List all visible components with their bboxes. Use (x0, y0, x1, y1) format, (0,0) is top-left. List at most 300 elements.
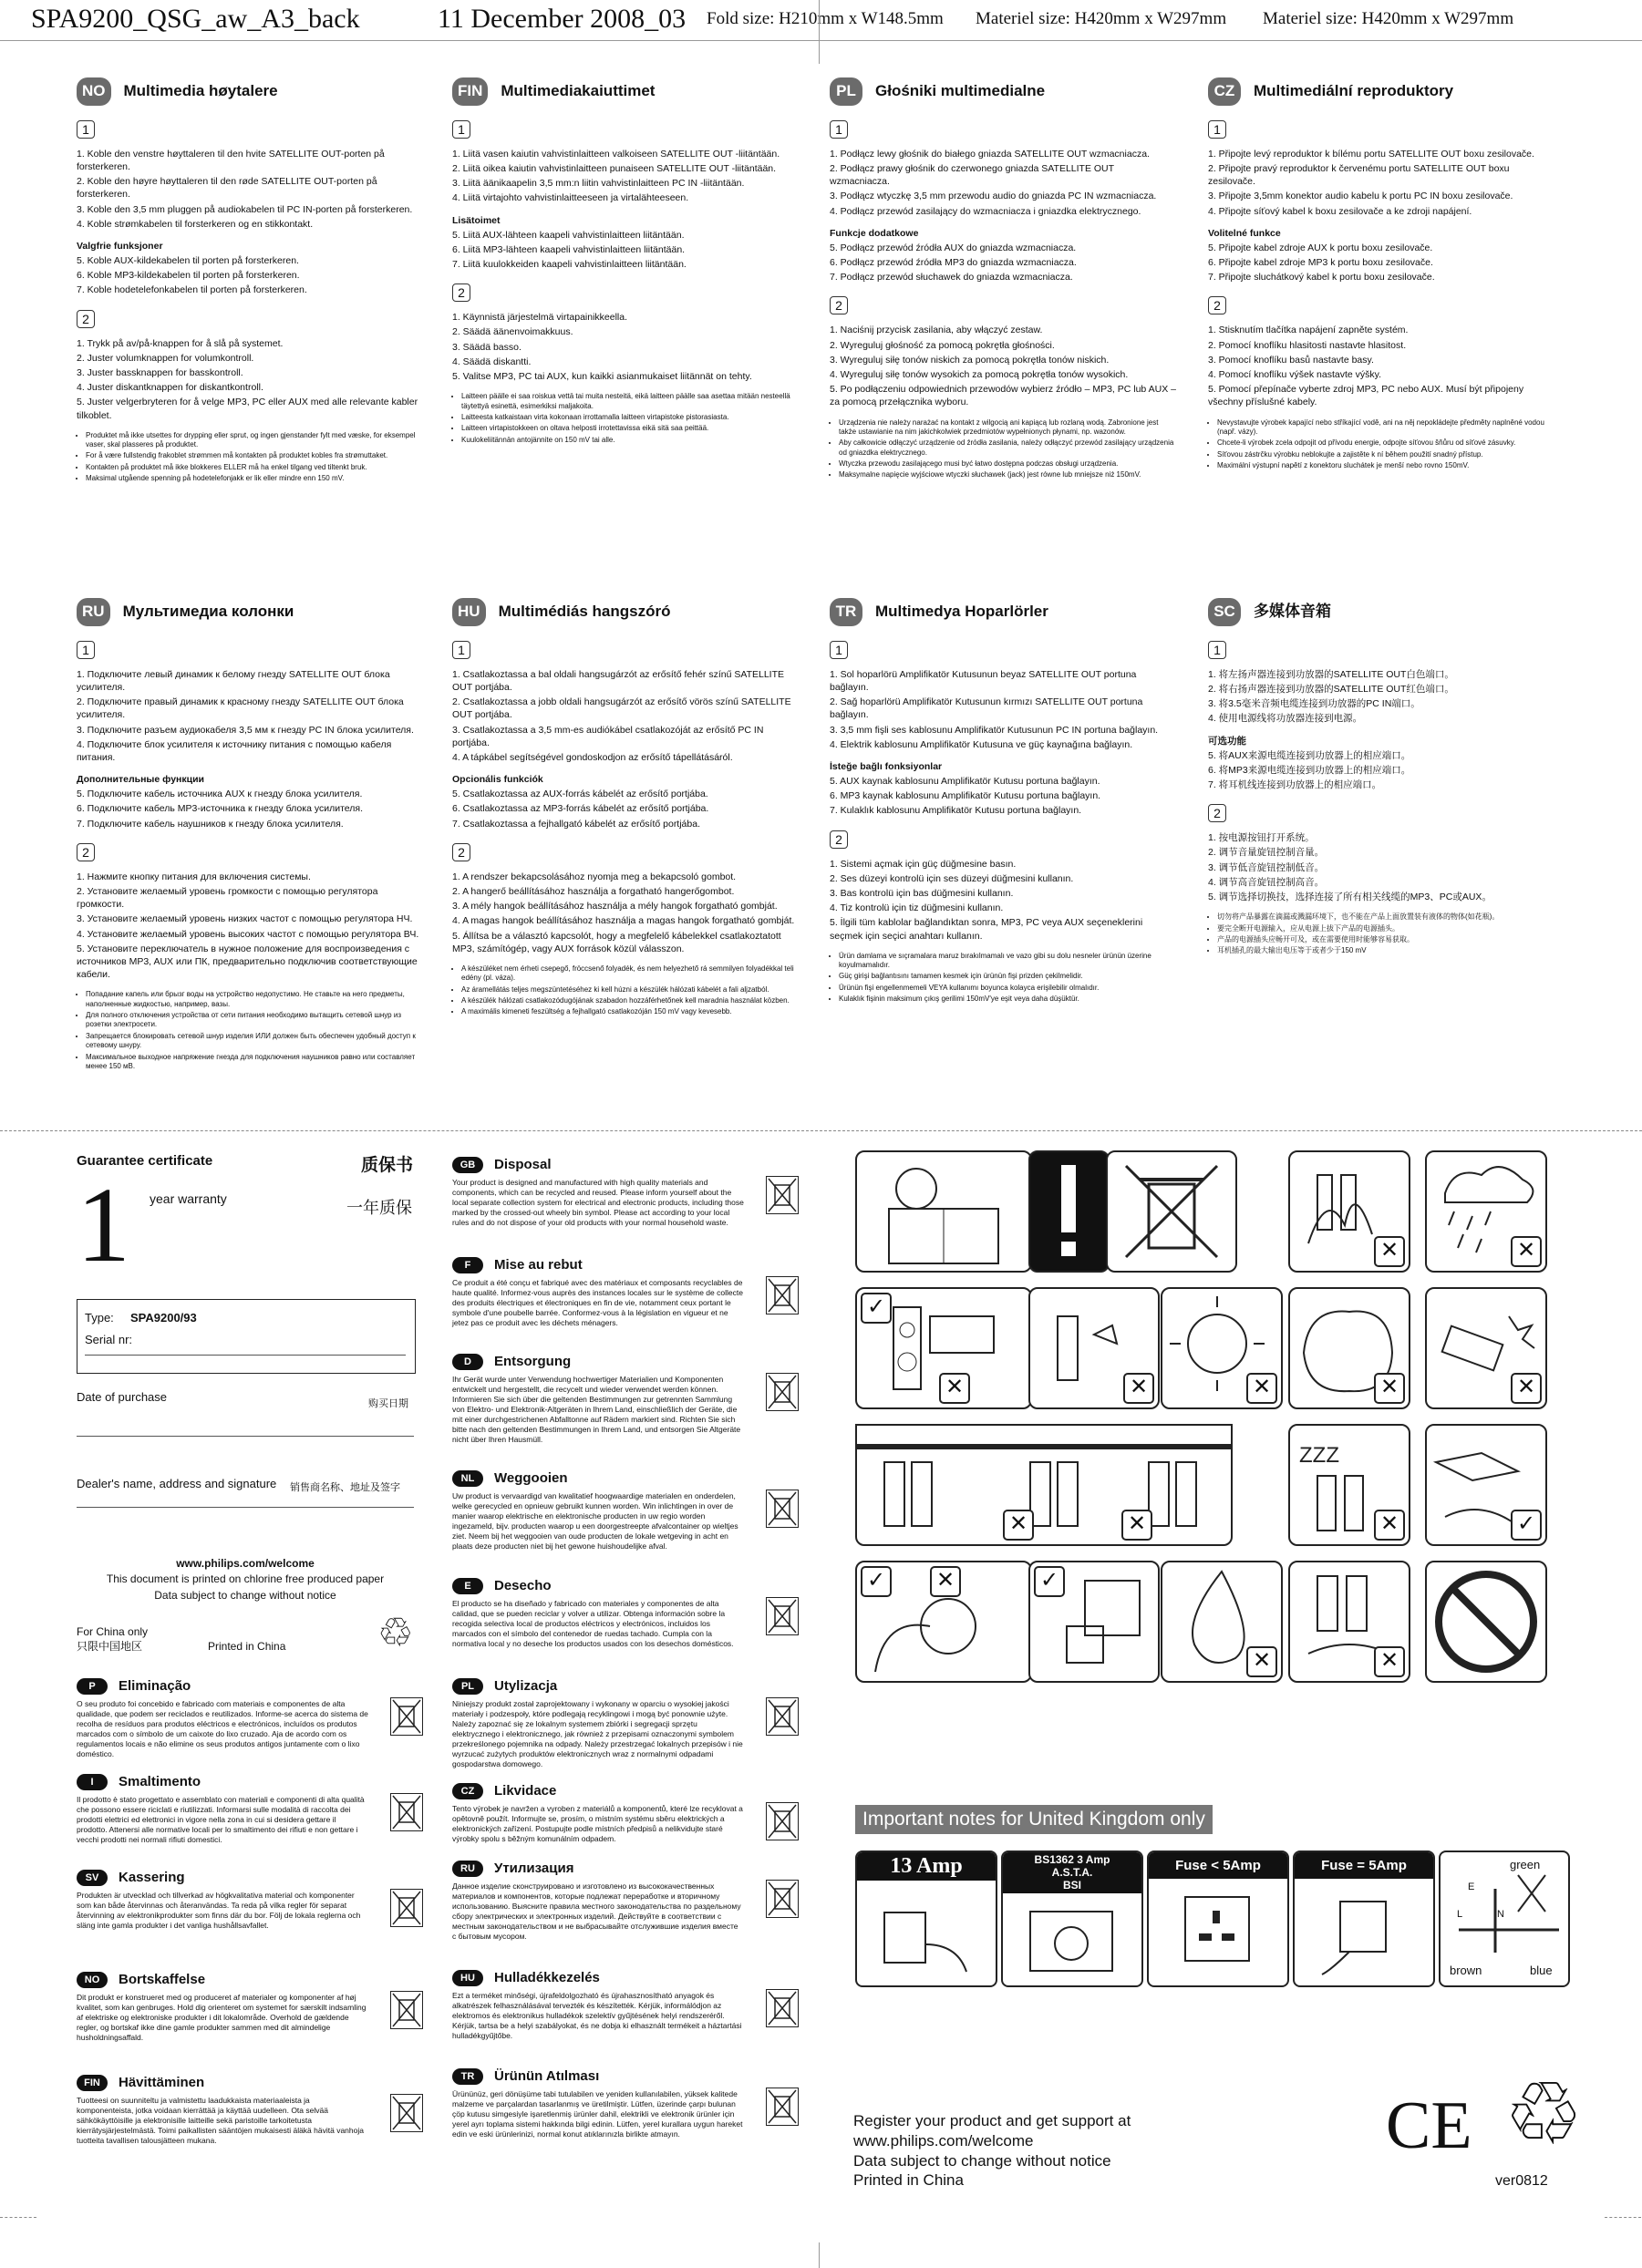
connect-steps (77, 668, 423, 764)
disposal-badge: NO (77, 1972, 108, 1988)
disposal-title: Mise au rebut (494, 1257, 583, 1273)
step-item: 2. Koble den høyre høyttaleren til den røde SATELLITE OUT-porten på forsterkeren. (77, 176, 377, 201)
step-item: 3. Установите желаемый уровень низких частот с помощью регулятора НЧ. (77, 913, 413, 925)
operation-steps (1208, 831, 1554, 903)
crossed-bin-icon (390, 2094, 423, 2132)
disposal-block-cz (452, 1782, 799, 1844)
safety-pictograms (855, 1150, 1603, 1716)
note-item: • A maximális kimeneti feszültség a fejhallgató csatlakozóján 150 mV vagy kevesebb. (461, 1007, 799, 1016)
disposal-header (77, 2074, 423, 2092)
section-no (77, 77, 423, 486)
optional-heading: Дополнительные функции (77, 774, 205, 786)
step-item: 3. Pomocí knoflíku basů nastavte basy. (1208, 354, 1374, 366)
optional-heading: 可选功能 (1208, 735, 1246, 747)
cross-mark: ✕ (1374, 1646, 1405, 1677)
uk-fuse-eq5 (1293, 1850, 1435, 1987)
note-item: • Az áramellátás teljes megszüntetéséhez ki kell húzni a készülék hálózati kábelét a fali aljzatból. (461, 985, 799, 995)
disposal-title: Smaltimento (119, 1774, 201, 1789)
step-item: 1. Podłącz lewy głośnik do białego gniazda SATELLITE OUT wzmacniacza. (830, 148, 1150, 160)
connect-steps (452, 148, 799, 205)
pic-no-water (1288, 1561, 1410, 1683)
section-header (452, 77, 799, 106)
wire-green-label: green (1510, 1858, 1541, 1871)
cross-mark: ✕ (1123, 1373, 1154, 1404)
type-value: SPA9200/93 (130, 1311, 197, 1325)
crossed-bin-icon (766, 1802, 799, 1840)
step-item: 5. Podłącz przewód źródła AUX do gniazda wzmacniacza. (830, 242, 1077, 253)
step-item: 1. Stisknutím tlačítka napájení zapněte systém. (1208, 325, 1409, 336)
dealer-label: Dealer's name, address and signature (77, 1477, 277, 1490)
disposal-header (77, 1677, 423, 1696)
pic-clean-cloth (855, 1287, 1032, 1409)
disposal-badge: RU (452, 1861, 483, 1877)
disposal-block-p (77, 1677, 423, 1759)
footer-register (853, 2111, 1131, 2191)
disposal-badge: SV (77, 1870, 108, 1886)
lang-badge: RU (77, 598, 110, 626)
serial-label: Serial nr: (85, 1333, 133, 1346)
step-item: 1. Sistemi açmak için güç düğmesine basın. (830, 858, 1017, 870)
note-item: • Produktet må ikke utsettes for drypping eller sprut, og ingen gjenstander fylt med væske, for eksempel vaser, skal plasseres på produktet. (86, 431, 423, 450)
wire-brown-label: brown (1450, 1964, 1482, 1977)
step-item: 1. Naciśnij przycisk zasilania, aby włączyć zestaw. (830, 325, 1043, 336)
connect-steps (77, 148, 423, 231)
uk-13amp-label: 13 Amp (857, 1852, 996, 1881)
optional-heading: İsteğe bağlı fonksiyonlar (830, 760, 943, 772)
step-item: 7. Liitä kuulokkeiden kaapeli vahvistinlaitteen liitäntään. (452, 259, 687, 271)
safety-notes (1208, 912, 1554, 956)
step-item: 6. 将MP3来源电缆连接到功放器上的相应端口。 (1208, 764, 1411, 776)
connect-steps (1208, 668, 1554, 726)
note-item: • Laitteesta katkaistaan virta kokonaan irrottamalla laitteen virtapistoke pistorasiasta. (461, 413, 799, 422)
step-item: 3. Připojte 3,5mm konektor audio kabelu k portu PC IN boxu zesilovače. (1208, 191, 1513, 202)
optional-heading: Volitelné funkce (1208, 227, 1281, 239)
disposal-block-gb (452, 1156, 799, 1228)
china-only (77, 1625, 148, 1654)
guarantee-certificate (77, 1153, 423, 1664)
warranty-text: year warranty (150, 1191, 227, 1206)
crossed-bin-icon (766, 1697, 799, 1736)
section-fin (452, 77, 799, 447)
step-1-box: 1 (1208, 120, 1226, 139)
optional-steps (830, 242, 1176, 284)
materiel-size-2: Materiel size: H420mm x W297mm (1263, 9, 1514, 28)
crossed-bin-icon (766, 1373, 799, 1411)
step-1-box: 1 (830, 120, 848, 139)
cross-mark: ✕ (1246, 1646, 1277, 1677)
dealer-line (77, 1507, 414, 1508)
note-item: • Laitteen päälle ei saa roiskua vettä tai muita nesteitä, eikä laitteen päälle saa asettaa mitään nesteellä täytettyä esinettä, esimerkiksi maljakoita. (461, 392, 799, 411)
fold-size: Fold size: H210mm x W148.5mm (707, 9, 944, 28)
guarantee-web: www.philips.com/welcome (176, 1557, 315, 1570)
safety-notes (830, 952, 1176, 1005)
step-item: 5. Установите переключатель в нужное положение для воспроизведения с источников MP3, AUX или ПК, предварительно подключив соответствующие кабели. (77, 943, 418, 981)
cross-mark: ✕ (1374, 1510, 1405, 1541)
step-item: 5. 将AUX来源电缆连接到功放器上的相应端口。 (1208, 749, 1411, 761)
section-title: Multimedia høytalere (123, 82, 278, 99)
operation-steps (77, 337, 423, 422)
uk-bs1362-l3: BSI (1062, 1878, 1081, 1892)
wire-blue-label: blue (1530, 1964, 1553, 1977)
section-title: 多媒体音箱 (1254, 603, 1331, 620)
optional-steps (830, 775, 1176, 818)
step-item: 6. MP3 kaynak kablosunu Amplifikatör Kutusu portuna bağlayın. (830, 790, 1101, 802)
step-item: 3. Подключите разъем аудиокабеля 3,5 мм к гнезду PC IN блока усилителя. (77, 724, 414, 736)
section-tr (830, 598, 1176, 1006)
safety-notes (77, 431, 423, 484)
step-item: 7. Подключите кабель наушников к гнезду блока усилителя. (77, 818, 344, 830)
safety-notes (452, 964, 799, 1017)
disposal-title: Bortskaffelse (119, 1972, 206, 1987)
step-item: 4. Установите желаемый уровень высоких частот с помощью регулятора ВЧ. (77, 928, 419, 940)
disposal-header (452, 1156, 799, 1174)
note-item: • 耳机插孔的最大输出电压等于或者少于150 mV (1217, 946, 1554, 955)
step-item: 4. Pomocí knoflíku výšek nastavte výšky. (1208, 369, 1382, 380)
step-item: 5. İlgili tüm kablolar bağlandıktan sonra, MP3, PC veya AUX seçeneklerini seçmek için seçici anahtarı kullanın. (830, 917, 1143, 942)
step-item: 1. 将左扬声器连接到功放器的SATELLITE OUT白色端口。 (1208, 668, 1454, 680)
wire-l-label: L (1457, 1909, 1463, 1920)
disposal-badge: CZ (452, 1783, 483, 1799)
section-header (830, 77, 1176, 106)
section-pl (830, 77, 1176, 482)
step-item: 2. Подключите правый динамик к красному гнезду SATELLITE OUT блока усилителя. (77, 696, 404, 721)
lang-badge: HU (452, 598, 486, 626)
section-header (452, 598, 799, 626)
note-item: • 产品的电源插头应畅开可及，或在需要使用时能够容易获取。 (1217, 935, 1554, 944)
section-title: Multimediakaiuttimet (501, 82, 656, 99)
disposal-header (452, 2067, 799, 2086)
disposal-block-pl (452, 1677, 799, 1769)
pic-shelf-placement (855, 1424, 1233, 1546)
lang-badge: TR (830, 598, 862, 626)
step-1-box: 1 (452, 120, 470, 139)
warranty-years: 1 (77, 1165, 130, 1284)
step-1-box: 1 (77, 641, 95, 659)
prohibited-icon (1427, 1562, 1545, 1681)
note-item: • A készüléket nem érheti csepegő, fröccsenő folyadék, és nem helyezhető rá semmilyen folyadékkal teli edény (pl. váza). (461, 964, 799, 984)
disposal-text: O seu produto foi concebido e fabricado com materiais e componentes de alta qualidade, que podem ser reciclados e reutilizados. Informe-se acerca do sistema de recolha de resíduos para produtos eléctricos e electrónicos, incluídos os produtos marcados com o símbolo de um caixote do lixo cruzado. Aja de acordo com os regulamentos locais e não elimine os seus produtos antigos juntamente com o lixo doméstico. (77, 1698, 368, 1758)
paper-notice (77, 1556, 414, 1603)
exclamation-icon (1030, 1152, 1108, 1271)
step-item: 3. Bas kontrolü için bas düğmesini kullanın. (830, 888, 1014, 899)
disposal-text: Ihr Gerät wurde unter Verwendung hochwertiger Materialien und Komponenten entwickelt und hergestellt, die recycelt und wieder verwendet werden können. Informieren Sie sich über die geltenden Bestimmungen zur getrennten Sammlung von Elektro- und Elektronik-Altgeräten in Ihrem Land, einschließlich der Geräte, die mit einer durchgestrichenen Abfalltonne auf Rädern markiert sind. Richten Sie sich bitte nach den geltenden Bestimmungen in Ihrem Land, und entsorgen Sie Altgeräte nicht über Ihren Hausmüll. (452, 1374, 741, 1444)
step-item: 3. Liitä äänikaapelin 3,5 mm:n liitin vahvistinlaitteen PC IN -liitäntään. (452, 178, 745, 190)
disposal-block-sv (77, 1869, 423, 1931)
step-item: 2. Ses düzeyi kontrolü için ses düzeyi düğmesini kullanın. (830, 872, 1074, 884)
step-item: 1. A rendszer bekapcsolásához nyomja meg a bekapcsoló gombot. (452, 871, 737, 882)
bottom-crop-mark (819, 2242, 820, 2268)
step-item: 1. Koble den venstre høyttaleren til den hvite SATELLITE OUT-porten på forsterkeren. (77, 148, 385, 173)
note-item: • 要完全断开电源输入，应从电源上拔下产品的电源插头。 (1217, 924, 1554, 933)
disposal-title: Kassering (119, 1870, 185, 1885)
cross-mark: ✕ (939, 1373, 970, 1404)
step-item: 6. Podłącz przewód źródła MP3 do gniazda wzmacniacza. (830, 257, 1077, 269)
step-item: 1. Нажмите кнопку питания для включения системы. (77, 871, 311, 882)
disposal-text: Il prodotto è stato progettato e assemblato con materiali e componenti di alta qualità che possono essere riciclati e riutilizzati. Informarsi sulle modalità di raccolta dei prodotti elettrici ed elettronici in vigore nella zona in cui si desidera gettare il prodotto. Attenersi alle normative locali per lo smaltimento dei rifiuti e non gettare i vecchi prodotti nei normali rifiuti domestici. (77, 1794, 365, 1844)
disposal-badge: E (452, 1578, 483, 1594)
step-2-box: 2 (452, 284, 470, 302)
connect-steps (830, 148, 1176, 218)
dealer-label-cn: 销售商名称、地址及签字 (290, 1482, 400, 1493)
disposal-header (452, 1577, 799, 1595)
note-item: • 切勿将产品暴露在滴漏或溅漏环境下，也不能在产品上面放置装有液体的物体(如花瓶)。 (1217, 912, 1554, 922)
optional-heading: Lisätoimet (452, 214, 501, 226)
step-item: 5. Juster velgerbryteren for å velge MP3, PC eller AUX med alle relevante kabler tilkoblet. (77, 397, 418, 421)
pic-no-fire (1288, 1150, 1410, 1273)
step-item: 5. AUX kaynak kablosunu Amplifikatör Kutusu portuna bağlayın. (830, 776, 1100, 788)
step-item: 2. 将右扬声器连接到功放器的SATELLITE OUT红色端口。 (1208, 684, 1454, 696)
step-item: 3. Csatlakoztassa a 3,5 mm-es audiókábel csatlakozóját az erősítő PC IN portjába. (452, 724, 764, 748)
section-title: Głośniki multimedialne (875, 82, 1046, 99)
wire-n-label: N (1497, 1909, 1504, 1920)
pic-read-manual (855, 1150, 1032, 1273)
disposal-title: Desecho (494, 1578, 552, 1593)
pic-no-drop (1425, 1287, 1547, 1409)
optional-steps (1208, 242, 1554, 284)
step-1-box: 1 (77, 120, 95, 139)
step-item: 4. Säädä diskantti. (452, 356, 532, 367)
recycle-icon: ♲ (1504, 2066, 1584, 2163)
disposal-header (77, 1773, 423, 1791)
ce-mark: CE (1386, 2088, 1472, 2163)
pic-no-liquid (1161, 1561, 1283, 1683)
step-item: 5. Подключите кабель источника AUX к гнезду блока усилителя. (77, 789, 363, 800)
step-item: 7. Kulaklık kablosunu Amplifikatör Kutusu portuna bağlayın. (830, 805, 1082, 817)
disposal-badge: FIN (77, 2075, 108, 2091)
disposal-badge: NL (452, 1470, 483, 1487)
step-item: 1. Připojte levý reproduktor k bílému portu SATELLITE OUT boxu zesilovače. (1208, 148, 1534, 160)
purchase-line (77, 1436, 414, 1437)
uk-banner: Important notes for United Kingdom only (855, 1805, 1213, 1834)
disposal-header (452, 1256, 799, 1274)
disposal-badge: F (452, 1257, 483, 1273)
disposal-badge: PL (452, 1678, 483, 1695)
fold-line (0, 1130, 1642, 1131)
plug-adapter-icon (857, 1881, 996, 1981)
note-item: • Kulaklık fişinin maksimum çıkış gerilimi 150mV'ye eşit veya daha düşüktür. (839, 995, 1176, 1004)
crossed-bin-icon (390, 1793, 423, 1831)
step-item: 2. Připojte pravý reproduktor k červenému portu SATELLITE OUT boxu zesilovače. (1208, 163, 1510, 188)
check-mark: ✓ (1034, 1566, 1065, 1597)
step-item: 6. Подключите кабель MP3-источника к гнезду блока усилителя. (77, 803, 363, 815)
operation-steps (452, 871, 799, 955)
step-item: 4. Juster diskantknappen for diskantkontroll. (77, 382, 263, 394)
operation-steps (830, 324, 1176, 408)
optional-heading: Opcionális funkciók (452, 774, 543, 786)
step-item: 7. 将耳机线连接到功放器上的相应端口。 (1208, 779, 1382, 791)
disposal-title: Hävittäminen (119, 2075, 205, 2090)
note-item: • For å være fullstendig frakoblet strømmen må kontakten på produktet kobles fra strømuttaket. (86, 451, 423, 460)
optional-steps (452, 229, 799, 272)
step-item: 1. Trykk på av/på-knappen for å slå på systemet. (77, 337, 284, 349)
step-2-box: 2 (77, 310, 95, 328)
warranty-text-cn: 一年质保 (346, 1199, 412, 1217)
step-item: 1. Csatlakoztassa a bal oldali hangsugárzót az erősítő fehér színű SATELLITE OUT portjába. (452, 668, 785, 694)
serial-line (85, 1355, 406, 1356)
disposal-block-nl (452, 1469, 799, 1552)
step-item: 6. Připojte kabel zdroje MP3 k portu boxu zesilovače. (1208, 257, 1433, 269)
step-item: 3. 调节低音旋钮控制低音。 (1208, 861, 1325, 873)
optional-steps (77, 788, 423, 830)
guarantee-title-cn: 质保书 (361, 1156, 414, 1175)
section-header (77, 598, 423, 626)
note-item: • Ürünün fişi engellenmemeli VEYA kullanımı boyunca kolayca erişilebilir olmalıdır. (839, 984, 1176, 993)
disposal-text: Produkten är utvecklad och tillverkad av högkvalitativa material och komponenter som kan både återvinnas och återanvändas. Ta reda på vilka regler för separat återvinning av elektronikprodukter som finns där du bor. Följ de lokala reglerna och släng inte gamla produkter i det vanliga hushållsavfallet. (77, 1890, 361, 1930)
adapter-plug-icon (1295, 1879, 1433, 1979)
recycle-icon: ♲ (377, 1611, 414, 1655)
section-title: Мультимедиа колонки (122, 603, 294, 620)
step-item: 6. Csatlakoztassa az MP3-forrás kábelét az erősítő portjába. (452, 803, 709, 815)
shelf-speakers-icon (857, 1426, 1231, 1544)
safety-notes (452, 392, 799, 445)
socket-icon (1149, 1879, 1287, 1979)
step-2-box: 2 (1208, 296, 1226, 314)
operation-steps (452, 311, 799, 383)
step-item: 2. Установите желаемый уровень громкости с помощью регулятора громкости. (77, 886, 378, 911)
note-item: • Wtyczka przewodu zasilającego musi być łatwo dostępna podczas obsługi urządzenia. (839, 459, 1176, 469)
uk-bs1362-l2: A.S.T.A. (1051, 1865, 1093, 1879)
cross-mark: ✕ (1121, 1510, 1152, 1541)
step-item: 6. Koble MP3-kildekabelen til porten på forsterkeren. (77, 270, 300, 282)
lang-badge: CZ (1208, 77, 1241, 106)
uk-fuse-eq5-label: Fuse = 5Amp (1295, 1852, 1433, 1879)
section-hu (452, 598, 799, 1019)
pic-no-heat (1288, 1424, 1410, 1546)
type-label: Type: (85, 1311, 114, 1325)
section-ru (77, 598, 423, 1073)
crossed-bin-icon (766, 2088, 799, 2126)
step-item: 3. A mély hangok beállításához használja a mély hangok forgatható gombját. (452, 901, 778, 912)
section-title: Multimedya Hoparlörler (875, 603, 1048, 620)
step-item: 1. 按电源按钮打开系统。 (1208, 832, 1315, 844)
check-mark: ✓ (861, 1293, 892, 1324)
crossed-bin-icon (390, 1697, 423, 1736)
safety-notes (77, 990, 423, 1071)
doc-date: 11 December 2008_03 (438, 4, 687, 34)
check-mark: ✓ (861, 1566, 892, 1597)
disposal-header (452, 1969, 799, 1987)
disposal-badge: D (452, 1354, 483, 1370)
optional-heading: Funkcje dodatkowe (830, 227, 919, 239)
register-printed: Printed in China (853, 2171, 964, 2190)
section-header (830, 598, 1176, 626)
step-item: 4. Koble strømkabelen til forsterkeren og en stikkontakt. (77, 218, 314, 230)
note-item: • Kontakten på produktet må ikke blokkeres ELLER må ha enkel tilgang ved tiltenkt bruk. (86, 463, 423, 472)
disposal-title: Likvidace (494, 1783, 557, 1799)
step-item: 5. Pomocí přepínače vyberte zdroj MP3, PC nebo AUX. Musí být připojeny všechny příslušné kabely. (1208, 384, 1524, 408)
note-item: • Chcete-li výrobek zcela odpojit od přívodu energie, odpojte síťovou šňůru od síťové zásuvky. (1217, 438, 1554, 448)
pic-adapter (1028, 1561, 1160, 1683)
disposal-title: Утилизация (494, 1861, 574, 1876)
step-item: 5. Csatlakoztassa az AUX-forrás kábelét az erősítő portjába. (452, 789, 708, 800)
disposal-title: Ürünün Atılması (494, 2068, 600, 2084)
note-item: • Maksimal utgående spenning på hodetelefonjakk er lik eller mindre enn 150 mV. (86, 474, 423, 483)
lang-badge: FIN (452, 77, 488, 106)
printed-in-china: Printed in China (208, 1640, 286, 1653)
disposal-title: Utylizacja (494, 1678, 558, 1694)
disposal-block-hu (452, 1969, 799, 2041)
disposal-badge: HU (452, 1970, 483, 1986)
note-item: • Maksymalne napięcie wyjściowe wtyczki słuchawek (jack) jest równe lub mniejsze niż 150mV. (839, 470, 1176, 479)
step-item: 7. Koble hodetelefonkabelen til porten på forsterkeren. (77, 284, 307, 296)
crossed-bin-icon (766, 1880, 799, 1918)
uk-notes (855, 1805, 1603, 1987)
step-2-box: 2 (452, 843, 470, 861)
register-web: www.philips.com/welcome (853, 2131, 1034, 2149)
print-header (0, 0, 1642, 41)
step-1-box: 1 (1208, 641, 1226, 659)
disposal-badge: P (77, 1678, 108, 1695)
connect-steps (452, 668, 799, 764)
crossed-bin-icon (1108, 1152, 1235, 1271)
check-mark: ✓ (1511, 1510, 1542, 1541)
step-item: 3. Säädä basso. (452, 341, 522, 353)
change-notice: Data subject to change without notice (154, 1588, 336, 1602)
step-item: 4. Подключите блок усилителя к источнику питания с помощью кабеля питания. (77, 738, 392, 763)
operation-steps (1208, 324, 1554, 408)
step-item: 7. Připojte sluchátkový kabel k portu boxu zesilovače. (1208, 272, 1435, 284)
section-header (77, 77, 423, 106)
operation-steps (77, 871, 423, 981)
disposal-header (452, 1782, 799, 1800)
connect-steps (830, 668, 1176, 751)
step-item: 2. Podłącz prawy głośnik do czerwonego gniazda SATELLITE OUT wzmacniacza. (830, 163, 1114, 188)
disposal-text: Niniejszy produkt został zaprojektowany i wykonany w oparciu o wysokiej jakości materiały i podzespoły, które podlegają recyklingowi i mogą być ponownie użyte. Należy zapoznać się ze lokalnym systemem zbiórki i segregacji sprzętu elektrycznego i elektronicznego, jak również z przepisami oznaczonymi symbolem przekreślonego pojemnika na odpady. Należy przestrzegać lokalnych przepisów i nie wyrzucać zużytych produktów elektronicznych wraz z normalnymi odpadami gospodarstwa domowego. (452, 1698, 743, 1768)
disposal-text: Ürününüz, geri dönüşüme tabi tutulabilen ve yeniden kullanılabilen, yüksek kalitede malzeme ve parçalardan tasarlanmış ve üretilmiştir. Lütfen, üzerinde çarpı bulunan çöp kutusu simgesiyle işaretlenmiş ürünler dahil, elektrikli ve elektronik ürünler için yerel ayrı toplama sistemi hakkında bilgi edinin. Lütfen, yerel kurallara uygun hareket edin ve eski ürünlerinizi, normal konut atıklarınızla birlikte atmayın. (452, 2088, 743, 2139)
uk-fuse-lt5 (1147, 1850, 1289, 1987)
step-item: 2. Wyreguluj głośność za pomocą pokrętła głośności. (830, 339, 1055, 351)
step-item: 3. Koble den 3,5 mm pluggen på audiokabelen til PC IN-porten på forsterkeren. (77, 203, 413, 215)
disposal-title: Weggooien (494, 1470, 568, 1486)
disposal-header (77, 1971, 423, 1989)
optional-steps (1208, 749, 1554, 792)
cross-mark: ✕ (1374, 1373, 1405, 1404)
step-item: 5. Připojte kabel zdroje AUX k portu boxu zesilovače. (1208, 242, 1433, 253)
disposal-text: Tento výrobek je navržen a vyroben z materiálů a komponentů, které lze recyklovat a opětovně použít. Informujte se, prosím, o místním systému sběru elektrických a elektronických zařízení. Postupujte podle místních předpisů a nelikvidujte staré výrobky spolu s běžným komunálním odpadem. (452, 1803, 743, 1843)
section-header (1208, 598, 1554, 626)
step-item: 4. A tápkábel segítségével gondoskodjon az erősítő tápellátásáról. (452, 751, 733, 763)
step-item: 4. A magas hangok beállításához használja a magas hangok forgatható gombját. (452, 915, 795, 927)
section-title: Multimediální reproduktory (1254, 82, 1454, 99)
disposal-header (452, 1860, 799, 1878)
lang-badge: NO (77, 77, 111, 106)
cross-mark: ✕ (1511, 1373, 1542, 1404)
pic-no-dust (1288, 1287, 1410, 1409)
cross-mark: ✕ (1246, 1373, 1277, 1404)
type-box (77, 1299, 416, 1374)
uk-wiring (1439, 1850, 1570, 1987)
china-only-cn: 只限中国地区 (77, 1639, 143, 1653)
step-item: 3. Juster bassknappen for basskontroll. (77, 367, 243, 378)
disposal-block-no (77, 1971, 423, 2043)
wire-e-label: E (1468, 1881, 1475, 1892)
disposal-text: El producto se ha diseñado y fabricado con materiales y componentes de alta calidad, que se pueden reciclar y volver a utilizar. Obtenga información sobre la recogida selectiva local de productos eléctricos y electrónicos, incluidos los marcados con el símbolo del contenedor de ruedas tachado. Cumpla con la normativa local y no deseche los productos usados con los desechos domésticos. (452, 1598, 734, 1648)
step-item: 5. Valitse MP3, PC tai AUX, kun kaikki asianmukaiset liitännät on tehty. (452, 371, 752, 382)
step-2-box: 2 (830, 830, 848, 849)
section-title: Multimédiás hangszóró (498, 603, 671, 620)
disposal-block-f (452, 1256, 799, 1328)
note-item: • Запрещается блокировать сетевой шнур изделия ИЛИ должен быть обеспечен удобный доступ к сетевому шнуру. (86, 1032, 423, 1051)
note-item: • A készülék hálózati csatlakozódugójának szabadon hozzáférhetőnek kell maradnia használat közben. (461, 996, 799, 1005)
safety-notes (830, 418, 1176, 480)
crop-mark-right (1605, 2217, 1641, 2218)
doc-id: SPA9200_QSG_aw_A3_back (31, 4, 360, 34)
cross-mark: ✕ (930, 1566, 961, 1597)
step-item: 5. 调节选择切换技，选择连接了所有相关线缆的MP3、PC或AUX。 (1208, 892, 1492, 902)
step-item: 3. 3,5 mm fişli ses kablosunu Amplifikatör Kutusunun PC IN portuna bağlayın. (830, 724, 1159, 736)
materiel-size: Materiel size: H420mm x W297mm (976, 9, 1227, 28)
step-1-box: 1 (830, 641, 848, 659)
